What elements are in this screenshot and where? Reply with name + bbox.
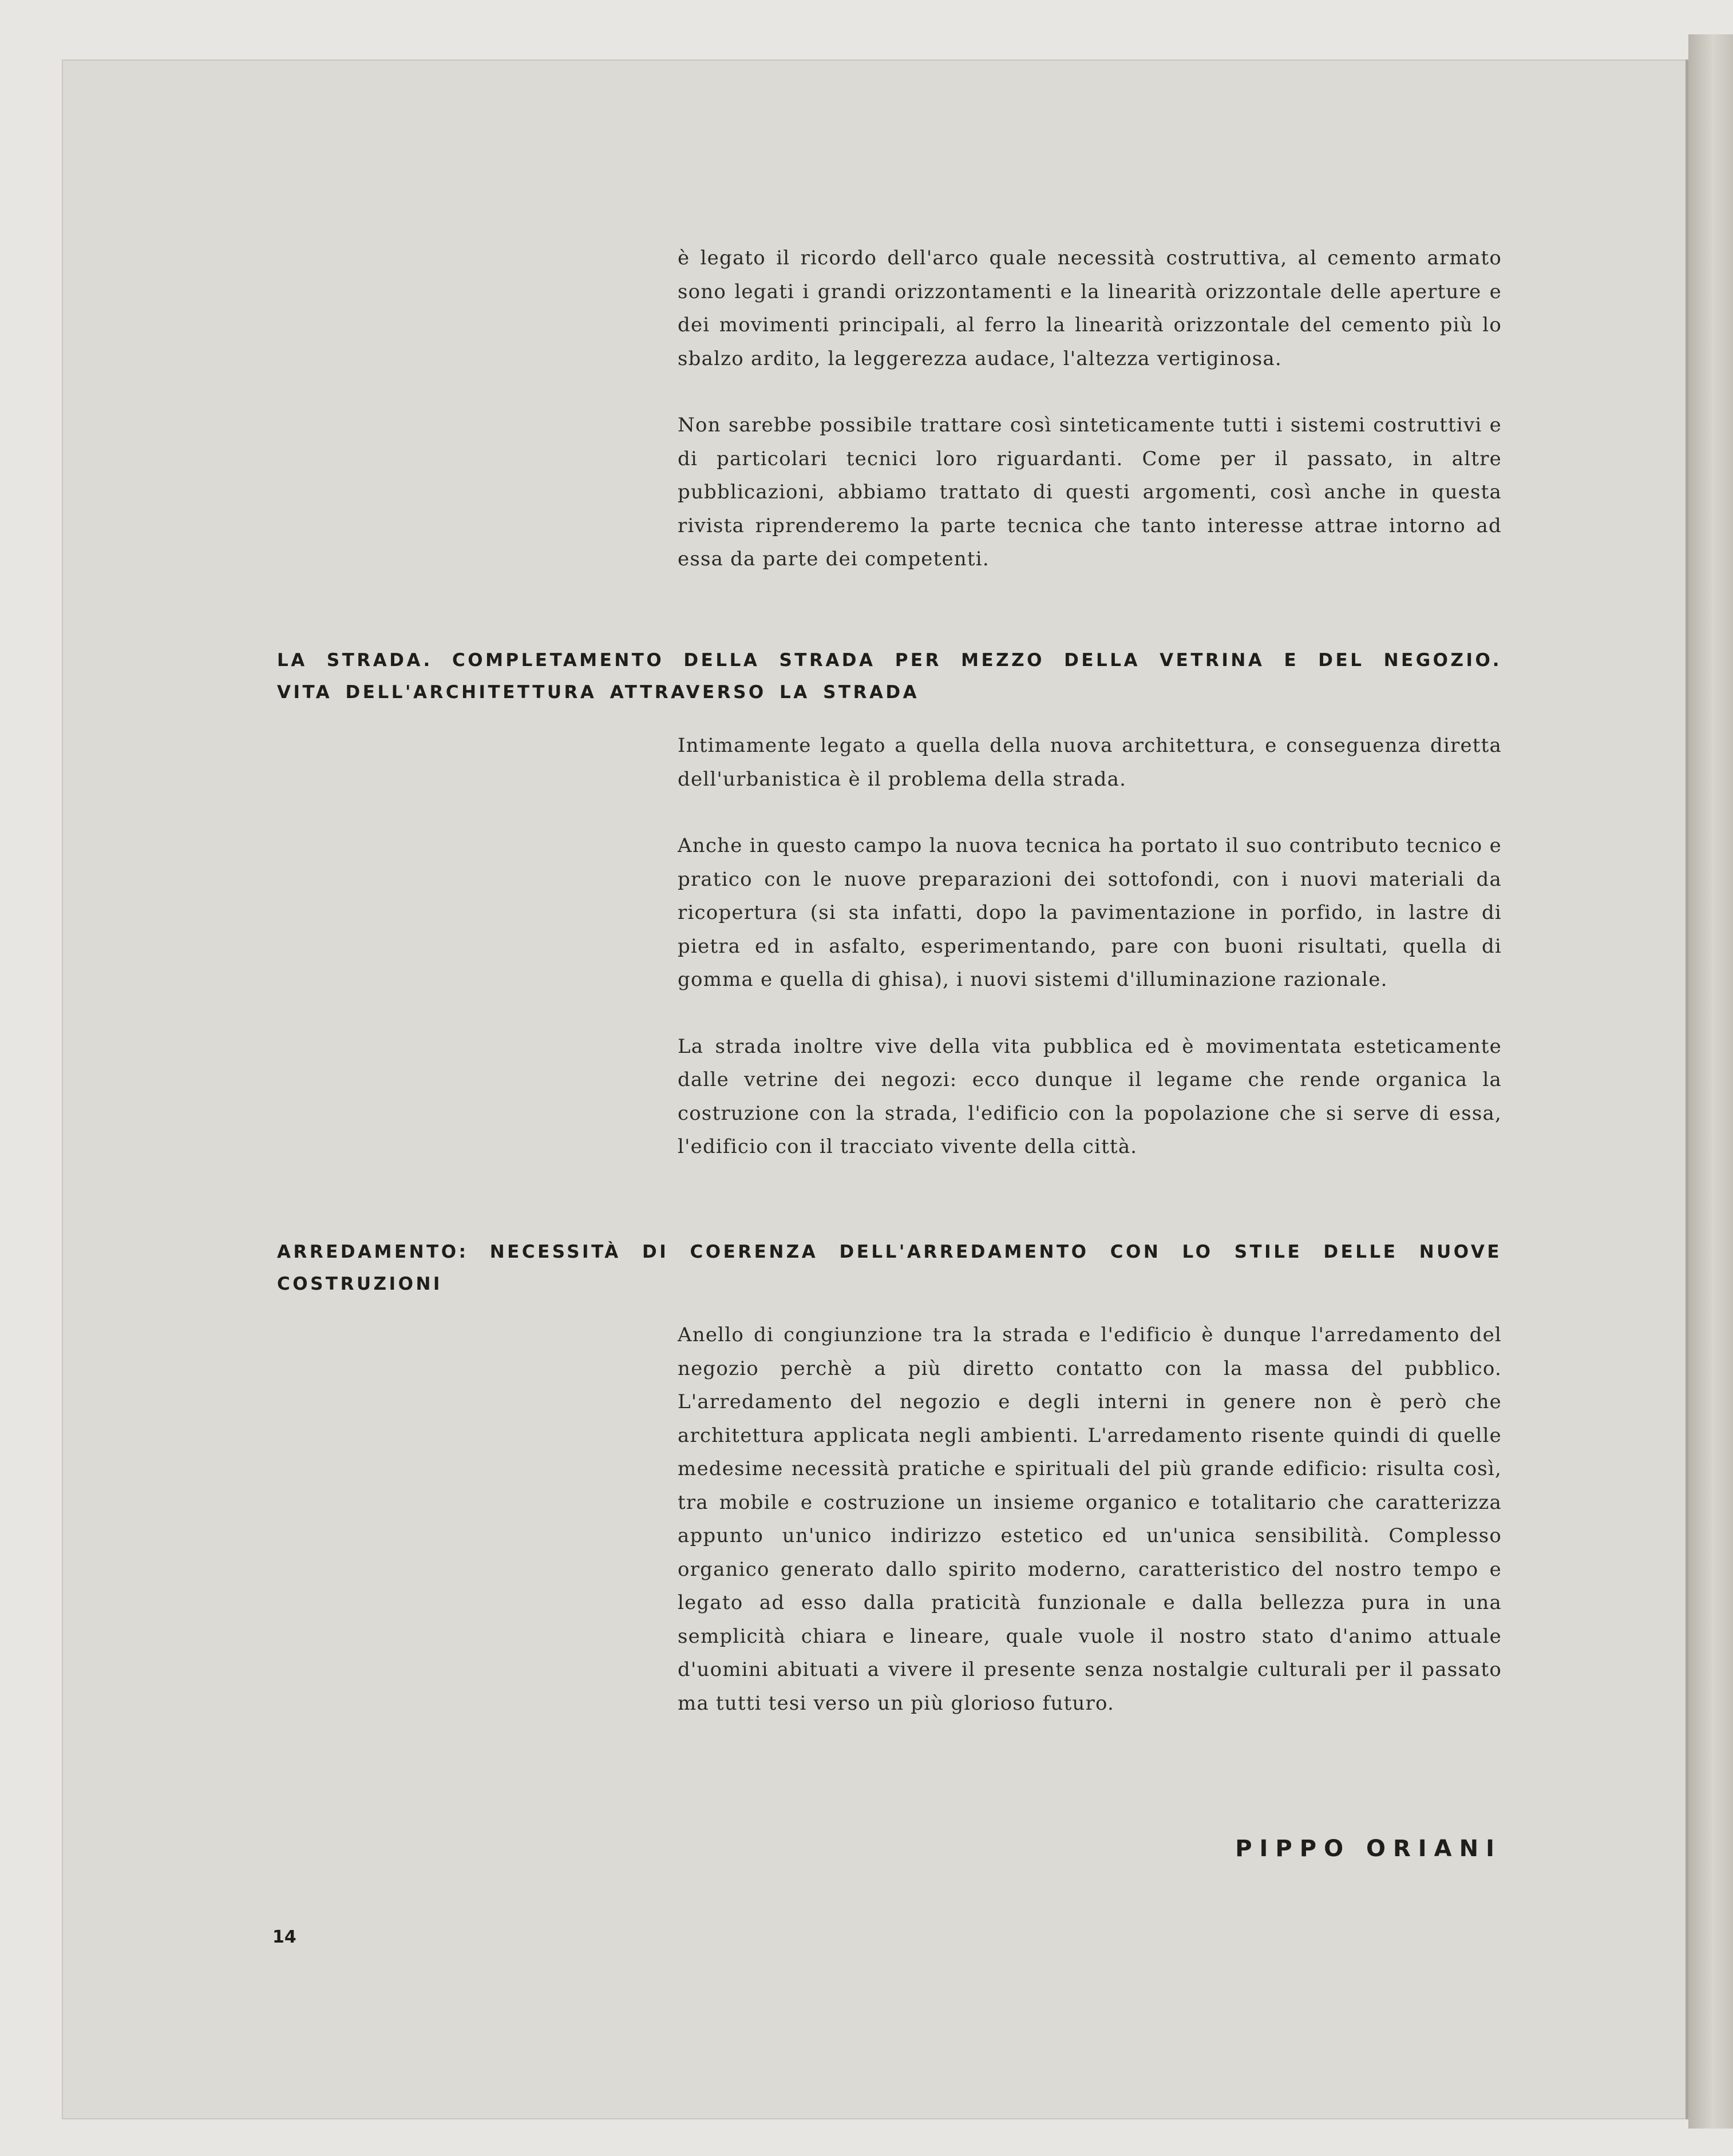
binding-crease: [1685, 60, 1688, 2119]
body-paragraph: è legato il ricordo dell'arco quale necessità costruttiva, al cemento armato sono legati i grandi orizzontamenti e la linearità orizzontale delle aperture e dei movimenti principali, al ferro la linearità orizzontale del cemento più lo sbalzo ardito, la leggerezza audace, l'altezza vertiginosa.: [678, 247, 1502, 370]
body-paragraph: La strada inoltre vive della vita pubblica ed è movimentata esteticamente dalle vetrine dei negozi: ecco dunque il legame che rende organica la costruzione con la strada, l'edificio con la popolazione che si serve di essa, l'edificio con il tracciato vivente della città.: [678, 1035, 1502, 1158]
arredamento-text-block: [678, 1318, 1502, 1720]
body-paragraph: Anche in questo campo la nuova tecnica ha portato il suo contributo tecnico e pratico con le nuove preparazioni dei sottofondi, con i nuovi materiali da ricopertura (si sta infatti, dopo la pavimentazione in porfido, in lastre di pietra ed in asfalto, esperimentando, pare con buoni risultati, quella di gomma e quella di ghisa), i nuovi sistemi d'illuminazione razionale.: [678, 834, 1502, 991]
strada-text-block: [678, 729, 1502, 1164]
section-heading-arredamento: ARREDAMENTO: NECESSITÀ DI COERENZA DELL'ARREDAMENTO CON LO STILE DELLE NUOVE COSTRUZIONI: [277, 1242, 1502, 1294]
intro-text-block: [678, 241, 1502, 576]
body-paragraph: Non sarebbe possibile trattare così sinteticamente tutti i sistemi costruttivi e di particolari tecnici loro riguardanti. Come per il passato, in altre pubblicazioni, abbiamo trattato di questi argomenti, così anche in questa rivista riprenderemo la parte tecnica che tanto interesse attrae intorno ad essa da parte dei competenti.: [678, 414, 1502, 570]
section-heading-strada: LA STRADA. COMPLETAMENTO DELLA STRADA PER MEZZO DELLA VETRINA E DEL NEGOZIO. VITA DELL'ARCHITETTURA ATTRAVERSO LA STRADA: [277, 650, 1502, 703]
body-paragraph: Intimamente legato a quella della nuova architettura, e conseguenza diretta dell'urbanistica è il problema della strada.: [678, 734, 1502, 791]
page-number: 14: [272, 1927, 296, 1947]
body-paragraph: Anello di congiunzione tra la strada e l'edificio è dunque l'arredamento del negozio perchè a più diretto contatto con la massa del pubblico. L'arredamento del negozio e degli interni in genere non è però che architettura applicata negli ambienti. L'arredamento risente quindi di quelle medesime necessità pratiche e spirituali del più grande edificio: risulta così, tra mobile e costruzione un insieme organico e totalitario che caratterizza appunto un'unico indirizzo estetico ed un'unica sensibilità. Complesso organico generato dallo spirito moderno, caratteristico del nostro tempo e legato ad esso dalla praticità funzionale e dalla bellezza pura in una semplicità chiara e lineare, quale vuole il nostro stato d'animo attuale d'uomini abituati a vivere il presente senza nostalgie culturali per il passato ma tutti tesi verso un più glorioso futuro.: [678, 1323, 1502, 1715]
author-signature: PIPPO ORIANI: [1235, 1836, 1502, 1862]
facing-page-edge: [1688, 34, 1733, 2129]
